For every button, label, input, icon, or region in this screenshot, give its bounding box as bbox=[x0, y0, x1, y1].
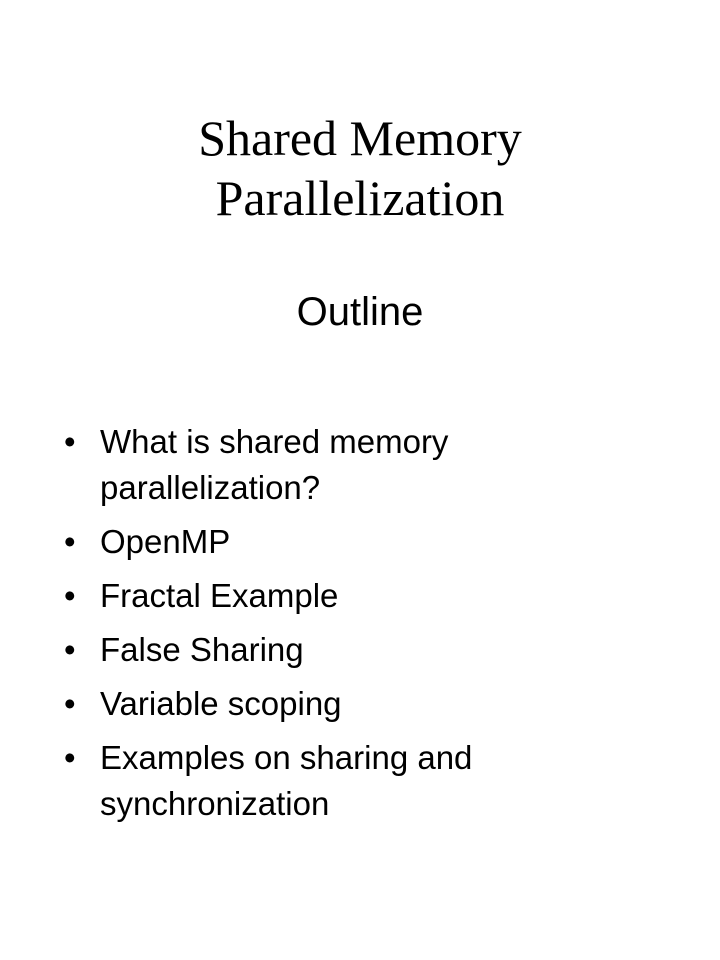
outline-list bbox=[0, 419, 720, 835]
list-item-text: Variable scoping bbox=[100, 685, 342, 722]
list-item-text: What is shared memory parallelization? bbox=[100, 423, 449, 506]
list-item bbox=[0, 419, 720, 511]
slide-title bbox=[0, 108, 720, 228]
outline-heading: Outline bbox=[296, 290, 424, 334]
list-item-text: False Sharing bbox=[100, 631, 304, 668]
bullet-icon: • bbox=[64, 631, 76, 668]
list-item-text: Examples on sharing and synchronization bbox=[100, 739, 473, 822]
list-item bbox=[0, 735, 720, 827]
list-item bbox=[0, 681, 720, 727]
bullet-icon: • bbox=[64, 685, 76, 722]
list-item-text: Fractal Example bbox=[100, 577, 339, 614]
bullet-icon: • bbox=[64, 739, 76, 776]
list-item-text: OpenMP bbox=[100, 523, 231, 560]
bullet-icon: • bbox=[64, 523, 76, 560]
slide-title-line-1: Shared Memory bbox=[198, 110, 522, 166]
bullet-icon: • bbox=[64, 577, 76, 614]
list-item bbox=[0, 627, 720, 673]
bullet-icon: • bbox=[64, 423, 76, 460]
list-item bbox=[0, 573, 720, 619]
list-item bbox=[0, 519, 720, 565]
slide-title-line-2: Parallelization bbox=[215, 170, 505, 226]
